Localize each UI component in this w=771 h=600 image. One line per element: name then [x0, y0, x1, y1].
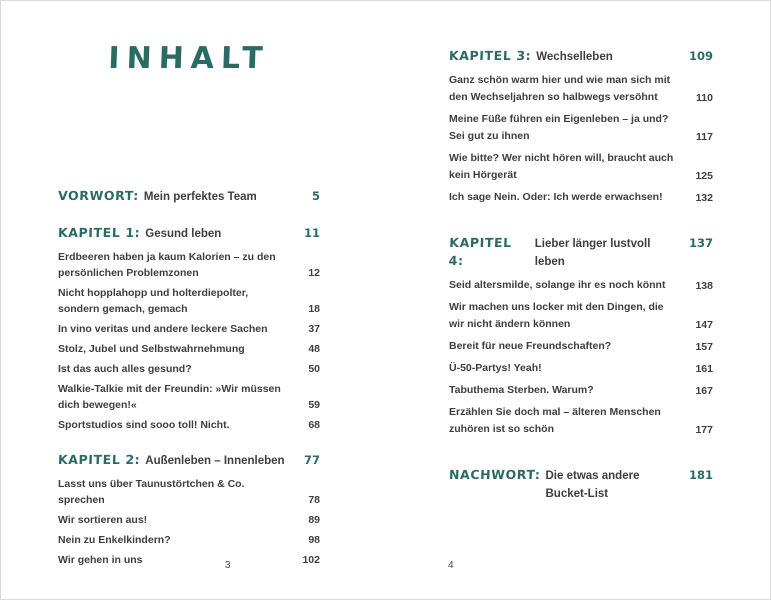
- section-label: KAPITEL 3:: [448, 48, 532, 63]
- toc-right-page: [401, 1, 770, 599]
- toc-entry: [449, 150, 713, 184]
- entry-page-number: 125: [695, 170, 713, 182]
- entry-title: Sportstudios sind sooo toll! Nicht.: [58, 419, 230, 431]
- toc-entry: [449, 404, 713, 438]
- entry-page-number: 98: [308, 534, 320, 546]
- entry-title: Stolz, Jubel und Selbstwahrnehmung: [58, 343, 245, 355]
- entry-title: Ist das auch alles gesund?: [58, 363, 192, 375]
- section-entries: [449, 72, 713, 206]
- toc-right-sections: [449, 47, 713, 531]
- entry-page-number: 110: [696, 92, 713, 104]
- toc-entry: [58, 512, 320, 528]
- entry-page-number: 59: [308, 399, 320, 411]
- entry-page-number: 161: [695, 363, 713, 375]
- section-entries: [58, 249, 320, 433]
- entry-page-number: 48: [308, 343, 320, 355]
- section-page-number: 109: [688, 49, 713, 63]
- entry-page-number: 78: [308, 494, 320, 506]
- entry-title: Wir machen uns locker mit den Dingen, die wir nicht ändern können: [449, 301, 664, 330]
- section-title: Lieber länger lustvoll leben: [534, 238, 651, 268]
- entry-page-number: 138: [695, 280, 713, 292]
- section-header: [58, 187, 320, 206]
- section-title: Mein perfektes Team: [143, 191, 257, 203]
- entry-page-number: 177: [695, 424, 713, 436]
- entry-page-number: 68: [308, 419, 320, 431]
- entry-title: Nicht hopplahopp und holterdiepolter, sondern gemach, gemach: [58, 287, 249, 315]
- toc-left-page: [1, 1, 401, 599]
- toc-entry: [449, 277, 713, 294]
- toc-entry: [449, 189, 713, 206]
- section-page-number: 5: [311, 189, 320, 203]
- section-title: Wechselleben: [536, 51, 613, 63]
- toc-section: [58, 187, 320, 206]
- toc-left-sections: [58, 187, 320, 586]
- section-entries: [58, 476, 320, 568]
- section-page-number: 181: [688, 468, 713, 482]
- toc-entry: [449, 338, 713, 355]
- entry-title: In vino veritas und andere leckere Sachen: [58, 323, 268, 335]
- toc-entry: [58, 417, 320, 433]
- entry-page-number: 37: [308, 323, 320, 335]
- section-label: KAPITEL 2:: [57, 452, 141, 467]
- entry-title: Nein zu Enkelkindern?: [58, 534, 171, 546]
- entry-title: Wir gehen in uns: [58, 554, 143, 566]
- entry-page-number: 12: [308, 267, 320, 279]
- toc-entry: [449, 299, 713, 333]
- section-title: Die etwas andere Bucket-List: [545, 470, 640, 500]
- left-page-number: 3: [225, 560, 231, 571]
- section-header: [58, 451, 320, 470]
- toc-title: INHALT: [107, 41, 271, 76]
- entry-title: Meine Füße führen ein Eigenleben – ja und? Sei gut zu ihnen: [449, 113, 669, 142]
- toc-entry: [58, 552, 320, 568]
- section-entries: [449, 277, 713, 438]
- entry-title: Seid altersmilde, solange ihr es noch könnt: [449, 279, 666, 291]
- entry-title: Ich sage Nein. Oder: Ich werde erwachsen!: [449, 191, 663, 203]
- entry-title: Tabuthema Sterben. Warum?: [449, 384, 594, 396]
- right-page-number: 4: [448, 560, 454, 571]
- section-header: [449, 466, 713, 503]
- entry-title: Walkie-Talkie mit der Freundin: »Wir müssen dich bewegen!«: [58, 383, 281, 411]
- toc-section: [58, 451, 320, 568]
- section-title: Außenleben – Innenleben: [145, 455, 285, 467]
- section-header: [449, 47, 713, 66]
- section-label: VORWORT:: [57, 188, 140, 203]
- toc-entry: [58, 476, 320, 508]
- section-page-number: 137: [688, 236, 713, 250]
- entry-title: Erzählen Sie doch mal – älteren Menschen zuhören ist so schön: [449, 406, 661, 435]
- entry-title: Bereit für neue Freundschaften?: [449, 340, 612, 352]
- toc-entry: [449, 111, 713, 145]
- section-label: KAPITEL 4:: [448, 235, 512, 268]
- toc-entry: [449, 360, 713, 377]
- entry-page-number: 18: [308, 303, 320, 315]
- toc-entry: [58, 341, 320, 357]
- entry-title: Lasst uns über Taunustörtchen & Co. sprechen: [58, 478, 245, 506]
- entry-title: Wie bitte? Wer nicht hören will, braucht auch kein Hörgerät: [449, 152, 674, 181]
- toc-entry: [58, 249, 320, 281]
- entry-page-number: 89: [308, 514, 320, 526]
- entry-page-number: 132: [695, 192, 713, 204]
- entry-page-number: 167: [695, 385, 713, 397]
- toc-section: [449, 466, 713, 503]
- entry-page-number: 157: [695, 341, 713, 353]
- section-page-number: 11: [303, 226, 320, 240]
- entry-title: Ganz schön warm hier und wie man sich mit den Wechseljahren so halbwegs versöhnt: [449, 74, 671, 103]
- toc-entry: [58, 532, 320, 548]
- section-label: NACHWORT:: [448, 467, 541, 482]
- section-page-number: 77: [303, 453, 320, 467]
- toc-section: [58, 224, 320, 433]
- toc-section: [449, 47, 713, 206]
- toc-entry: [58, 381, 320, 413]
- entry-title: Wir sortieren aus!: [58, 514, 148, 526]
- entry-page-number: 147: [695, 319, 713, 331]
- section-title: Gesund leben: [145, 228, 222, 240]
- toc-entry: [449, 382, 713, 399]
- section-header: [58, 224, 320, 243]
- entry-page-number: 102: [302, 554, 320, 566]
- toc-section: [449, 234, 713, 438]
- toc-entry: [58, 285, 320, 317]
- section-label: KAPITEL 1:: [57, 225, 141, 240]
- toc-entry: [449, 72, 713, 106]
- section-header: [449, 234, 713, 271]
- toc-entry: [58, 361, 320, 377]
- toc-entry: [58, 321, 320, 337]
- entry-title: Ü-50-Partys! Yeah!: [449, 362, 542, 374]
- entry-page-number: 50: [308, 363, 320, 375]
- entry-page-number: 117: [696, 131, 713, 143]
- entry-title: Erdbeeren haben ja kaum Kalorien – zu den persönlichen Problemzonen: [58, 251, 276, 279]
